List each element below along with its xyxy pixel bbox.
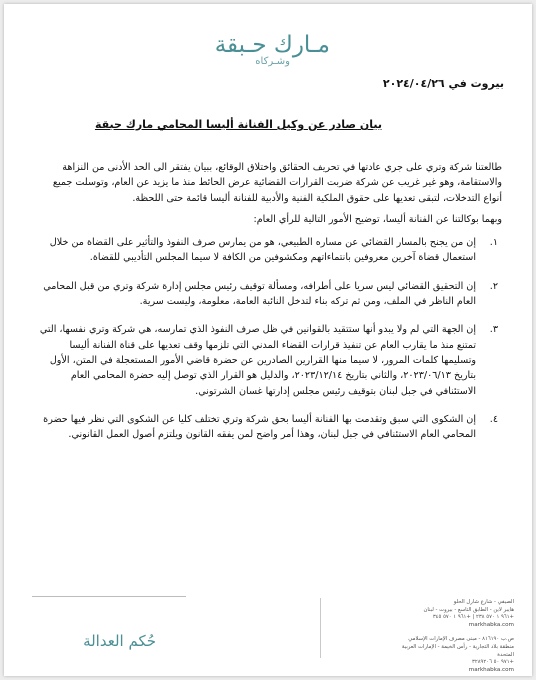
list-item-text: إن الجهة التي لم ولا يبدو أنها ستتقيد بالقوانين في ظل صرف النفوذ الذي تمارسه، هي شركة وتري نفسها، التي تمتنع منذ ما يقارب العام عن تنفيذ قرارات القضاء المدني التي تلزمها وقف تعديها على قناة الفنانة أليسا وتسليمها كلمات المرور، لا سيما منها القرارين الصادرين عن حضرة قاضي الأمور المستعجلة في المتن، الأول بتاريخ ٢٠٢٣/٠٦/١٣، والثاني بتاريخ ٢٠٢٣/١٢/١٤، والدليل هو القرار الذي توصل إليه حضرة المحامي العام الاستئنافي في جبل لبنان بتوقيف رئيس مجلس إدارتها غسان الشرتوني.	[39, 324, 476, 397]
list-item-number: ١.	[489, 237, 498, 249]
uae-address-line: ص.ب ٨١٦١٩٠ - مبنى مصرف الإمارات الإسلامي	[408, 636, 514, 643]
list-item-number: ٤.	[489, 413, 498, 425]
footer-vertical-divider	[320, 598, 321, 658]
website-link[interactable]: markhabka.com	[468, 621, 514, 628]
intro-paragraph: طالعتنا شركة وتري على جري عادتها في تحريف الحقائق واختلاق الوقائع، ببيان يفتقر الى الحد الأدنى من النزاهة والاستقامة، وهو غير غريب عن شركة ضربت القرارات القضائية عرض الحائط منذ ما يزيد عن العام، وتوسلت جميع أنواع التدخلات، لتبقى تعديها على حقوق الملكية الفنية والأدبية للفنانة أليسا قائمة حتى اللحظة.	[52, 162, 502, 204]
list-item-number: ٢.	[489, 280, 498, 292]
list-item	[34, 235, 502, 266]
firm-logo-name: مـارك حـبقة	[214, 32, 330, 58]
list-item-number: ٣.	[489, 324, 498, 336]
list-item	[34, 412, 502, 443]
letter-date: بيروت في ٢٠٢٤/٠٤/٢٦	[382, 77, 504, 90]
footer-contact	[394, 599, 514, 674]
statement-title: بيان صادر عن وكيل الفنانة أليسا المحامي مارك حبقة	[94, 118, 382, 131]
statement-body	[34, 160, 502, 455]
list-item	[34, 322, 502, 398]
beirut-address-line: هايبر لاين - الطابق التاسع - بيروت - لبنان	[423, 606, 514, 613]
footer-divider	[32, 596, 186, 597]
list-item-text: إن التحقيق القضائي ليس سريا على أطرافه، ومسألة توقيف رئيس مجلس إدارة شركة وتري من قبل المحامي العام الناظر في الملف، ومن ثم تركه بناء لتدخل النائبة العامة، معلومة، وليست سرية.	[43, 280, 476, 308]
firm-logo-subtitle: وشـركاه	[255, 56, 290, 67]
beirut-address-line: الصيفي - شارع شارل الحلو	[453, 599, 514, 605]
uae-address-line: منطقة بلاد التجارية - رأس الخيمة - الإمارات العربية المتحدة	[401, 643, 514, 658]
website-link-2[interactable]: markhabka.com	[468, 666, 514, 673]
beirut-phone: +٩٦١ ١ ٥٧٠ ٢٣٨ | +٩٦١ ١ ٥٧٠ ٣٤٥	[432, 614, 514, 621]
letter-page	[4, 4, 532, 676]
list-item-text: إن من يجنح بالمسار القضائي عن مساره الطبيعي، هو من يمارس صرف النفوذ والتأثير على القضاة من خلال استعمال قضاة آخرين معروفين بانتماءاتهم ومكشوفين من الكافة لا سيما المجلس التأديبي للقضاة.	[49, 237, 476, 264]
uae-phone: +٩٧١ ٥٠ ٣٢٨٩٢٠٦	[472, 659, 514, 666]
list-item	[34, 279, 502, 310]
list-item-text: إن الشكوى التي سبق وتقدمت بها الفنانة أليسا بحق شركة وتري تختلف كليا عن الشكوى التي نظر فيها حضرة المحامي العام الاستئنافي في جبل لبنان، وهذا أمر واضح لمن يفقه القانون ويلتزم أصول العمل القانوني.	[43, 413, 476, 441]
footer-slogan: حُكم العدالة	[83, 632, 156, 650]
firm-logo	[200, 32, 330, 67]
clarification-intro: وبهما بوكالتنا عن الفنانة أليسا، توضيح الأمور التالية للرأي العام:	[253, 213, 502, 225]
